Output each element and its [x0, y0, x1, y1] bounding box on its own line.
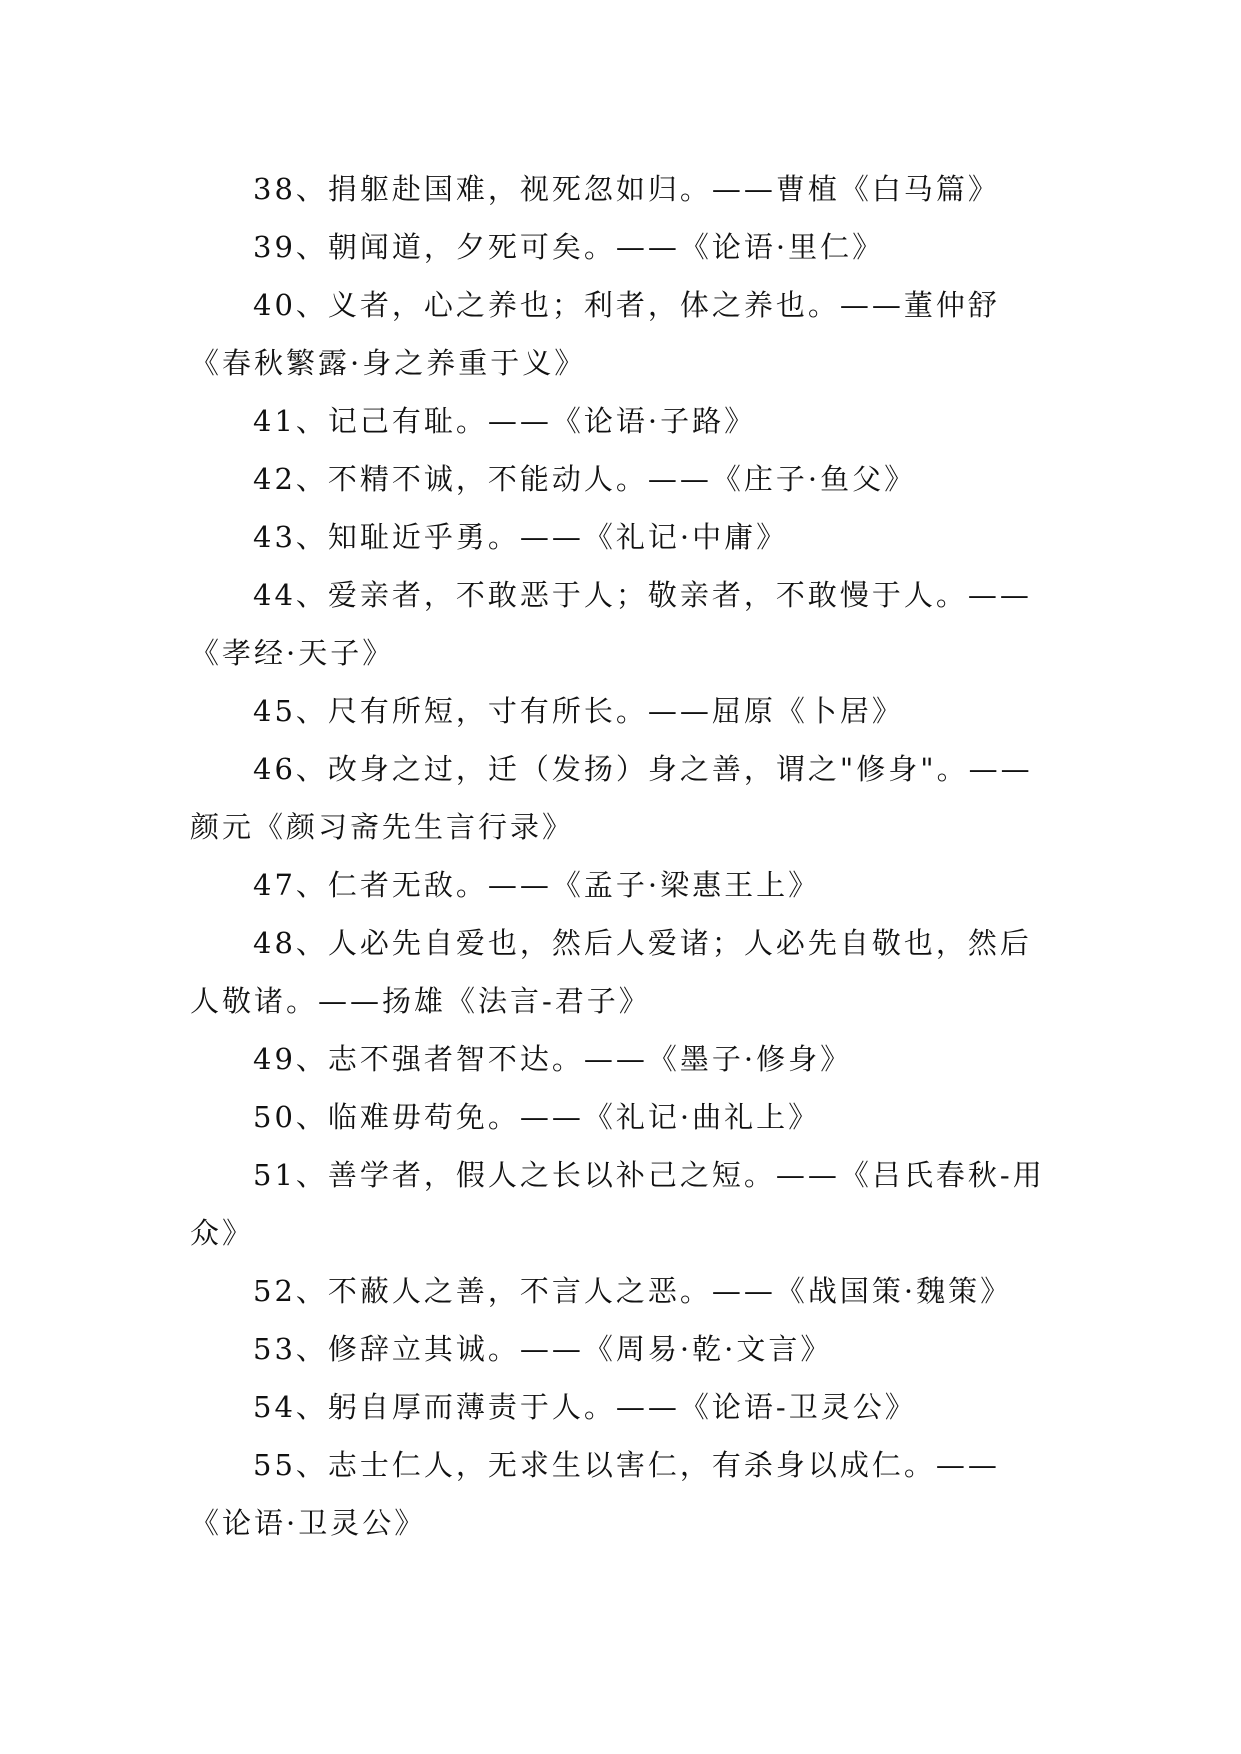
quote-number: 49: [253, 1042, 296, 1076]
quote-55: [190, 1436, 1052, 1552]
quote-text: 、不精不诚，不能动人。——《庄子·鱼父》: [295, 462, 917, 496]
quote-text: 、爱亲者，不敢恶于人；敬亲者，不敢慢于人。——《孝经·天子》: [190, 578, 1032, 670]
quote-50: [190, 1088, 1052, 1146]
quote-text: 、义者，心之养也；利者，体之养也。——董仲舒《春秋繁露·身之养重于义》: [190, 288, 1000, 380]
quote-text: 、躬自厚而薄责于人。——《论语-卫灵公》: [295, 1390, 917, 1424]
quote-number: 42: [253, 462, 296, 496]
quote-number: 44: [253, 578, 296, 612]
quote-text: 、知耻近乎勇。——《礼记·中庸》: [295, 520, 789, 554]
quote-52: [190, 1262, 1052, 1320]
quote-text: 、修辞立其诚。——《周易·乾·文言》: [295, 1332, 833, 1366]
quote-53: [190, 1320, 1052, 1378]
quote-43: [190, 508, 1052, 566]
quote-45: [190, 682, 1052, 740]
quote-text: 、仁者无敌。——《孟子·梁惠王上》: [295, 868, 821, 902]
quote-40: [190, 276, 1052, 392]
quote-text: 、志士仁人，无求生以害仁，有杀身以成仁。——《论语·卫灵公》: [190, 1448, 1000, 1540]
quote-text: 、临难毋苟免。——《礼记·曲礼上》: [295, 1100, 821, 1134]
quote-number: 41: [253, 404, 296, 438]
quote-44: [190, 566, 1052, 682]
quote-number: 51: [253, 1158, 296, 1192]
quote-text: 、记己有耻。——《论语·子路》: [295, 404, 757, 438]
quote-text: 、朝闻道，夕死可矣。——《论语·里仁》: [295, 230, 885, 264]
quote-number: 55: [253, 1448, 296, 1482]
quote-number: 43: [253, 520, 296, 554]
quote-number: 50: [253, 1100, 296, 1134]
quote-number: 54: [253, 1390, 296, 1424]
quote-text: 、善学者，假人之长以补己之短。——《吕氏春秋-用众》: [190, 1158, 1045, 1250]
quote-41: [190, 392, 1052, 450]
document-page: [190, 160, 1052, 1552]
quote-number: 40: [253, 288, 296, 322]
quote-46: [190, 740, 1052, 856]
quote-text: 、不蔽人之善，不言人之恶。——《战国策·魏策》: [295, 1274, 1013, 1308]
quote-number: 47: [253, 868, 296, 902]
quote-48: [190, 914, 1052, 1030]
quote-number: 38: [253, 172, 296, 206]
quote-text: 、尺有所短，寸有所长。——屈原《卜居》: [295, 694, 904, 728]
quote-49: [190, 1030, 1052, 1088]
quote-text: 、志不强者智不达。——《墨子·修身》: [295, 1042, 853, 1076]
quote-text: 、捐躯赴国难，视死忽如归。——曹植《白马篇》: [295, 172, 1000, 206]
quote-text: 、人必先自爱也，然后人爱诸；人必先自敬也，然后人敬诸。——扬雄《法言-君子》: [190, 926, 1032, 1018]
quote-text: 、改身之过，迁（发扬）身之善，谓之"修身"。——颜元《颜习斋先生言行录》: [190, 752, 1033, 844]
quote-54: [190, 1378, 1052, 1436]
quote-number: 53: [253, 1332, 296, 1366]
quote-51: [190, 1146, 1052, 1262]
quote-38: [190, 160, 1052, 218]
quote-number: 52: [253, 1274, 296, 1308]
quote-number: 45: [253, 694, 296, 728]
quote-number: 39: [253, 230, 296, 264]
quote-number: 48: [253, 926, 296, 960]
quote-42: [190, 450, 1052, 508]
quote-number: 46: [253, 752, 296, 786]
quote-39: [190, 218, 1052, 276]
quote-47: [190, 856, 1052, 914]
